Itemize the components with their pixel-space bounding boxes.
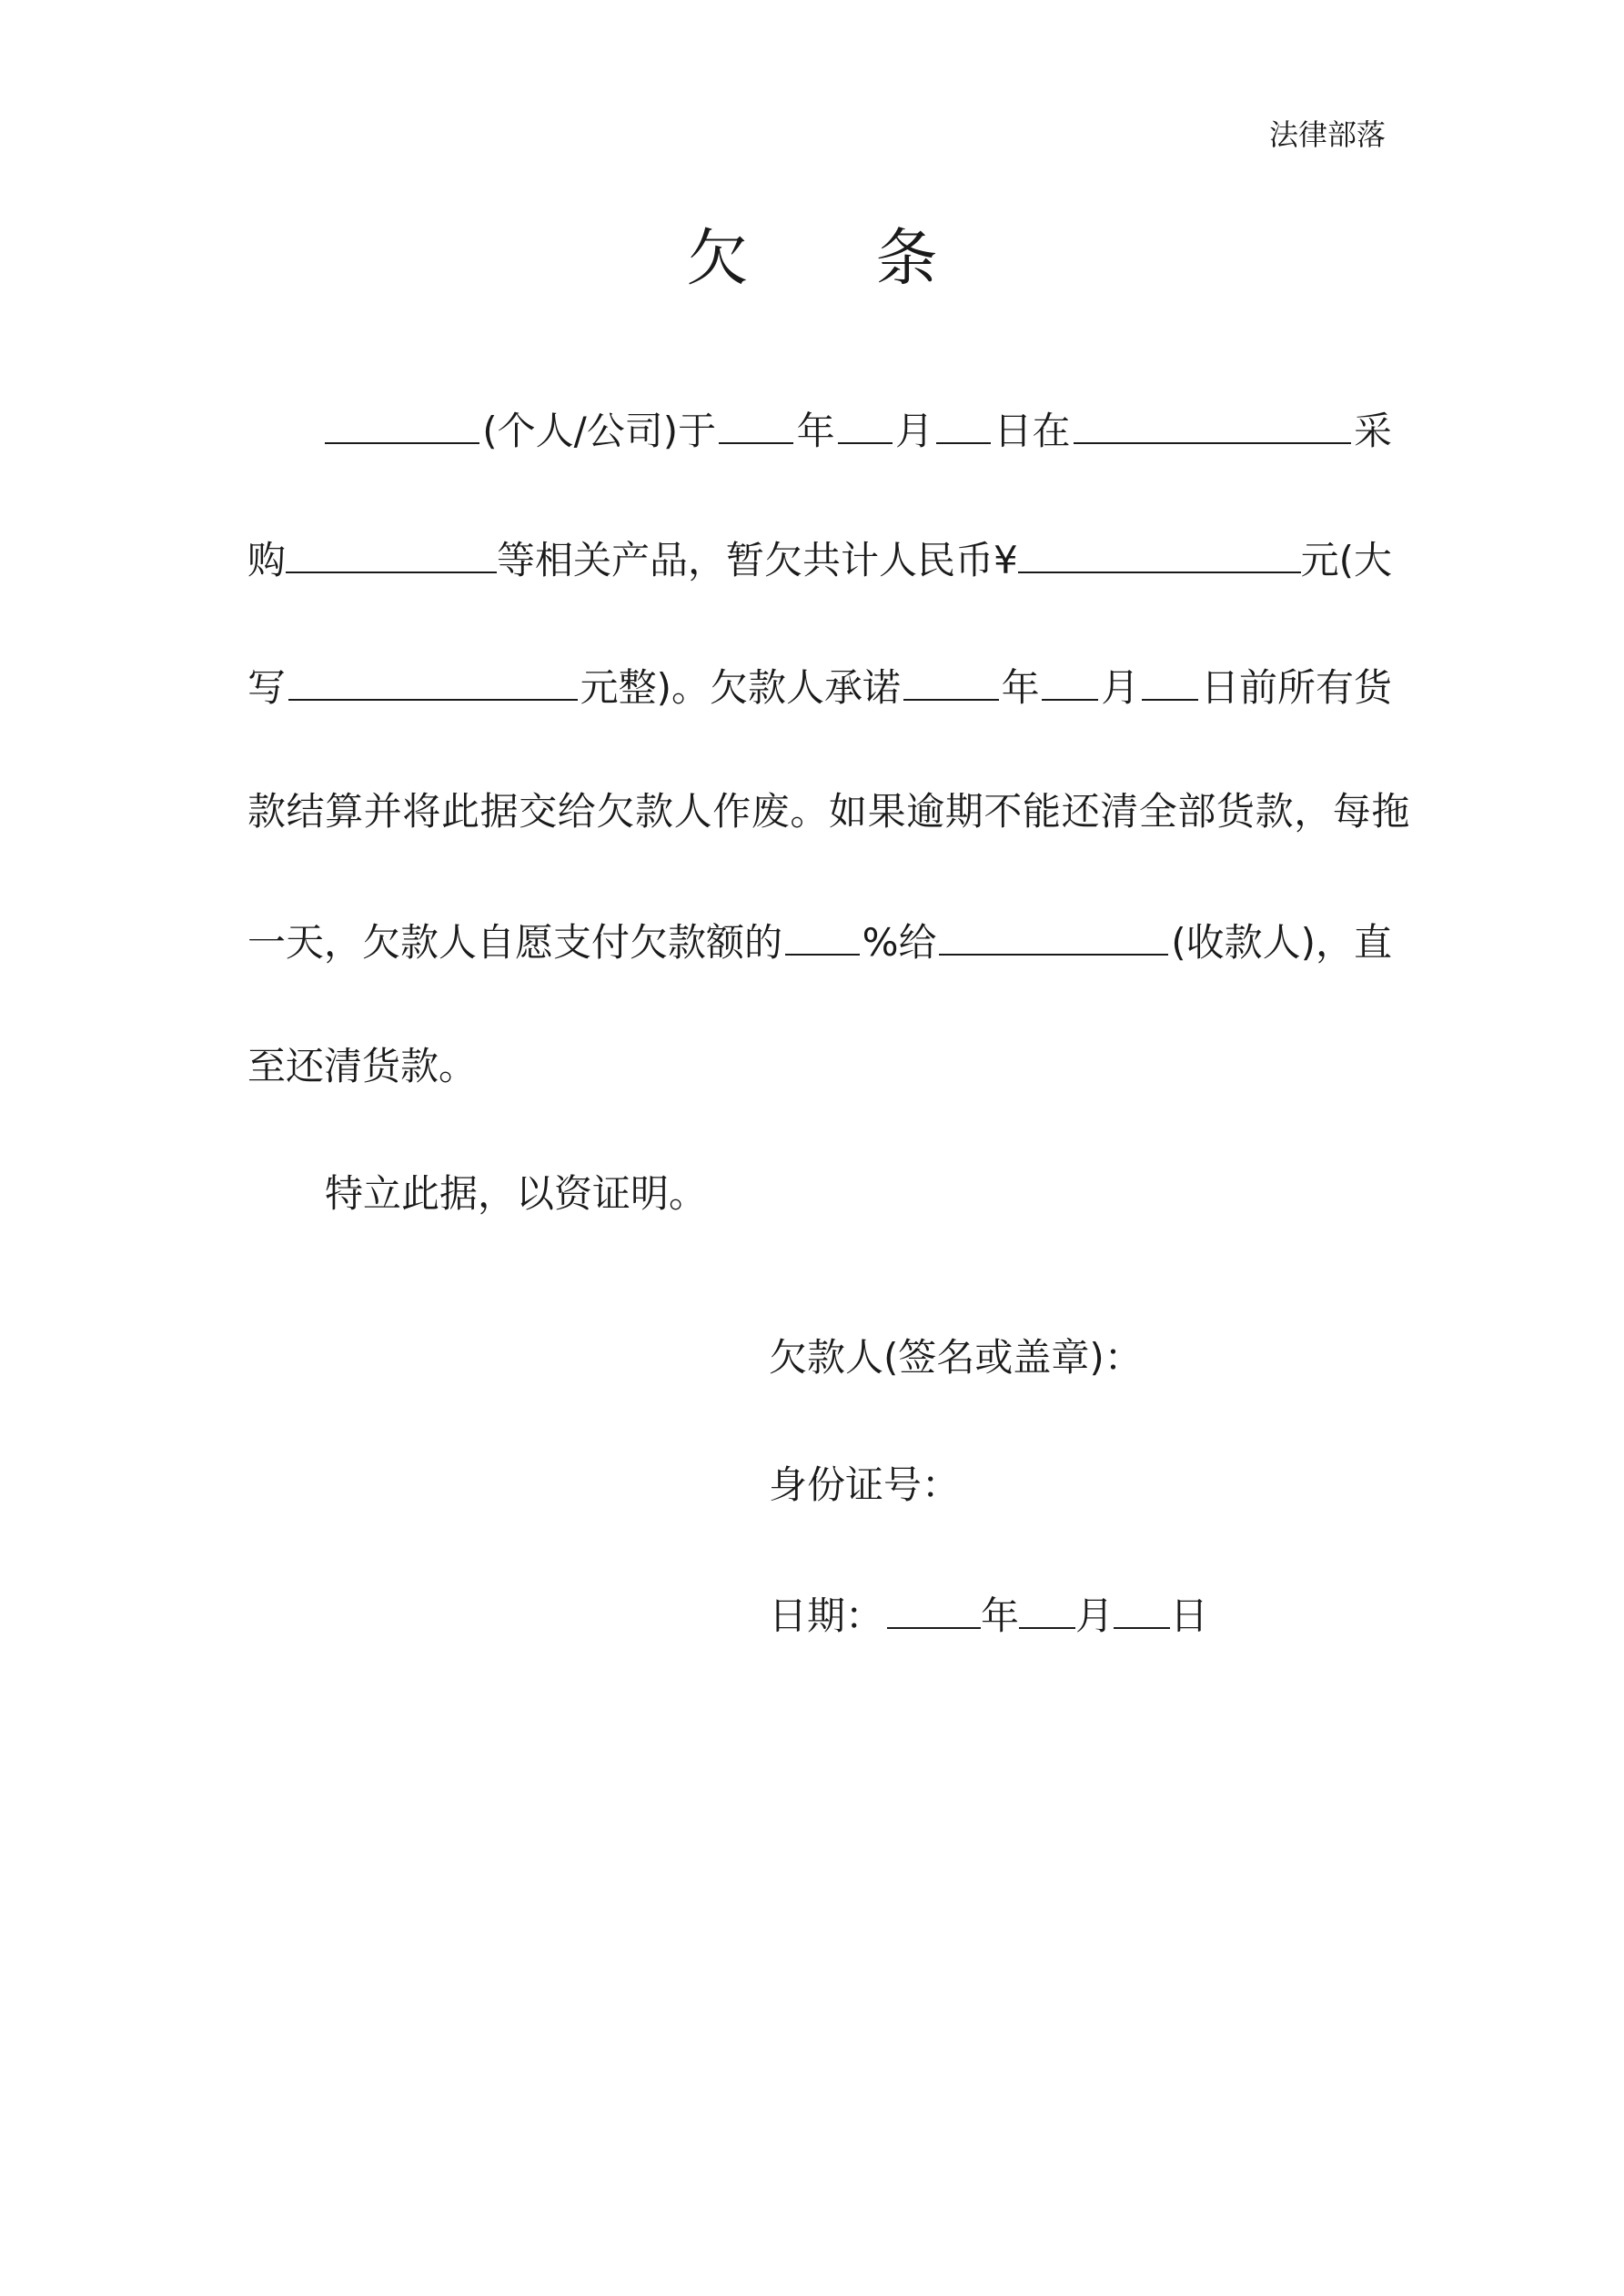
blank-deadline-day[interactable] [1142, 657, 1198, 701]
blank-amount-figures[interactable] [1018, 530, 1301, 573]
text-segment: 写 [247, 665, 287, 710]
date-month: 月 [1075, 1593, 1115, 1638]
blank-sign-day[interactable] [1114, 1585, 1170, 1629]
text-segment: 日在 [994, 409, 1071, 453]
text-segment: 至还清货款。 [247, 1044, 478, 1088]
text-segment: 月 [895, 409, 934, 453]
blank-amount-words[interactable] [288, 657, 578, 701]
text-segment: 日前所有货 [1200, 665, 1392, 710]
text-segment: 年 [1001, 665, 1040, 710]
body-line-4 [247, 784, 1411, 839]
body-line-3 [247, 657, 1392, 712]
blank-penalty-rate[interactable] [785, 912, 860, 956]
text-segment: %给 [862, 920, 937, 965]
id-number-label: 身份证号： [769, 1462, 961, 1507]
blank-deadline-year[interactable] [903, 657, 999, 701]
blank-sign-year[interactable] [887, 1585, 981, 1629]
closing-statement: 特立此据，以资证明。 [325, 1171, 708, 1216]
body-line-5 [247, 912, 1392, 966]
text-segment: (个人/公司)于 [482, 409, 717, 453]
body-line-6 [247, 1039, 1392, 1094]
title-char-2: 条 [875, 223, 938, 295]
text-segment: 等相关产品，暂欠共计人民币¥ [496, 538, 1018, 582]
blank-payee-name[interactable] [939, 912, 1168, 956]
blank-purchase-year[interactable] [719, 400, 793, 444]
blank-purchase-day[interactable] [936, 400, 991, 444]
blank-product-name[interactable] [286, 530, 497, 573]
date-label: 日期： [769, 1593, 884, 1638]
text-segment: 元整)。欠款人承诺 [580, 665, 902, 710]
text-segment: 购 [247, 538, 287, 582]
header-brand: 法律部落 [1268, 117, 1386, 152]
text-segment: 元(大 [1300, 538, 1392, 582]
document-title [0, 218, 1624, 300]
date-year: 年 [981, 1593, 1020, 1638]
debtor-signature-label: 欠款人(签名或盖章)： [769, 1335, 1143, 1380]
body-line-1 [325, 400, 1392, 455]
signature-date-line [769, 1585, 1208, 1644]
body-line-2 [247, 530, 1392, 584]
title-char-1: 欠 [686, 223, 749, 295]
text-segment: 款结算并将此据交给欠款人作废。如果逾期不能还清全部货款，每拖 [247, 789, 1411, 834]
blank-purchase-place[interactable] [1074, 400, 1351, 444]
blank-debtor-name[interactable] [325, 400, 479, 444]
text-segment: 一天，欠款人自愿支付欠款额的 [247, 920, 783, 965]
blank-deadline-month[interactable] [1042, 657, 1098, 701]
text-segment: 月 [1101, 665, 1140, 710]
blank-purchase-month[interactable] [838, 400, 893, 444]
text-segment: (收款人)，直 [1171, 920, 1392, 965]
date-day: 日 [1170, 1593, 1209, 1638]
text-segment: 年 [796, 409, 835, 453]
text-segment: 采 [1353, 409, 1392, 453]
blank-sign-month[interactable] [1019, 1585, 1075, 1629]
